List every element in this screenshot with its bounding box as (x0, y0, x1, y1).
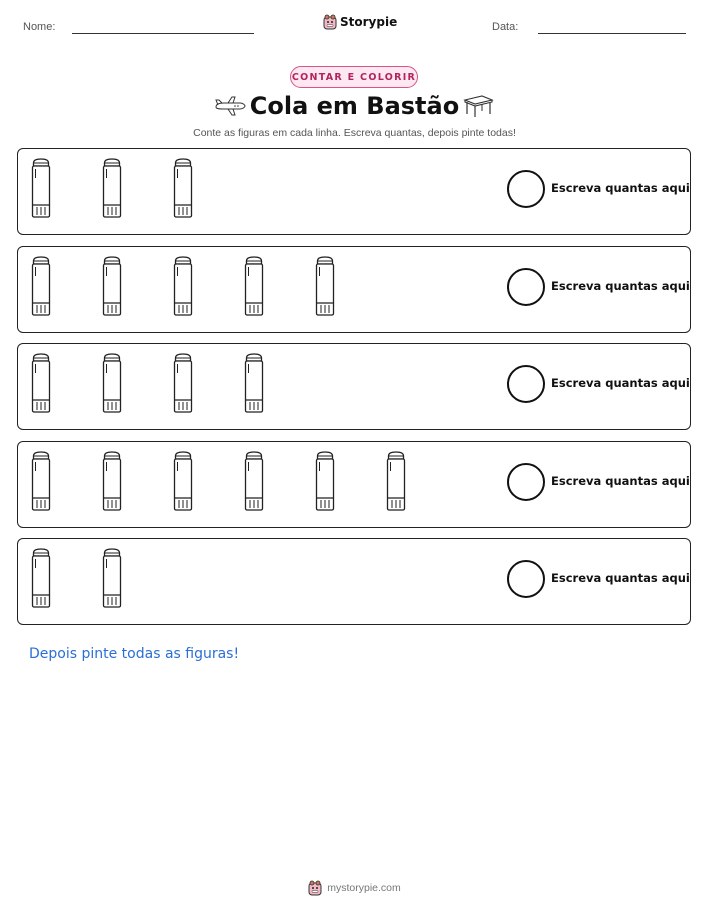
answer-label: Escreva quantas aqui (551, 376, 690, 390)
brand-name: Storypie (340, 15, 398, 29)
answer-label: Escreva quantas aqui (551, 278, 690, 293)
glue-stick-icon[interactable] (102, 158, 122, 218)
glue-stick-icon[interactable] (31, 451, 51, 511)
date-label: Data: (492, 21, 519, 33)
answer-circle[interactable] (507, 560, 545, 598)
answer-label: Escreva quantas aqui (551, 181, 690, 195)
category-badge: CONTAR E COLORIR (290, 66, 418, 88)
footer-brand-text: mystorypie.com (327, 882, 401, 894)
name-line[interactable] (72, 33, 254, 34)
storypie-logo-icon (308, 880, 322, 896)
glue-stick-icon[interactable] (31, 548, 51, 608)
glue-stick-icon[interactable] (173, 353, 193, 413)
page-title: Cola em Bastão (249, 92, 460, 120)
glue-stick-icon[interactable] (173, 256, 193, 316)
glue-stick-icon[interactable] (244, 451, 264, 511)
glue-stick-icon[interactable] (173, 158, 193, 218)
glue-stick-icon[interactable] (315, 256, 335, 316)
glue-stick-icon[interactable] (386, 451, 406, 511)
answer-circle[interactable] (507, 365, 545, 403)
answer-circle[interactable] (507, 170, 545, 208)
counting-row (17, 441, 691, 528)
glue-stick-icon[interactable] (31, 256, 51, 316)
glue-stick-icon[interactable] (244, 353, 264, 413)
answer-circle[interactable] (507, 463, 545, 501)
instructions: Conte as figuras em cada linha. Escreva quantas, depois pinte todas! (193, 127, 516, 139)
table-icon (462, 94, 494, 118)
counting-row (17, 246, 691, 333)
name-label: Nome: (23, 21, 56, 33)
counting-row (17, 538, 691, 625)
glue-stick-icon[interactable] (244, 256, 264, 316)
glue-stick-icon[interactable] (173, 451, 193, 511)
glue-stick-icon[interactable] (31, 353, 51, 413)
counting-row (17, 148, 691, 235)
answer-label: Escreva quantas aqui (551, 571, 690, 585)
glue-stick-icon[interactable] (102, 548, 122, 608)
glue-stick-icon[interactable] (102, 256, 122, 316)
answer-label: Escreva quantas aqui (551, 473, 690, 488)
glue-stick-icon[interactable] (31, 158, 51, 218)
footer-brand (0, 880, 709, 896)
answer-circle[interactable] (507, 268, 545, 306)
date-line[interactable] (538, 33, 686, 34)
storypie-logo-icon (323, 14, 337, 30)
glue-stick-icon[interactable] (102, 451, 122, 511)
glue-stick-icon[interactable] (315, 451, 335, 511)
glue-stick-icon[interactable] (102, 353, 122, 413)
counting-row (17, 343, 691, 430)
footer-note: Depois pinte todas as figuras! (29, 646, 240, 662)
brand-header (323, 14, 397, 30)
